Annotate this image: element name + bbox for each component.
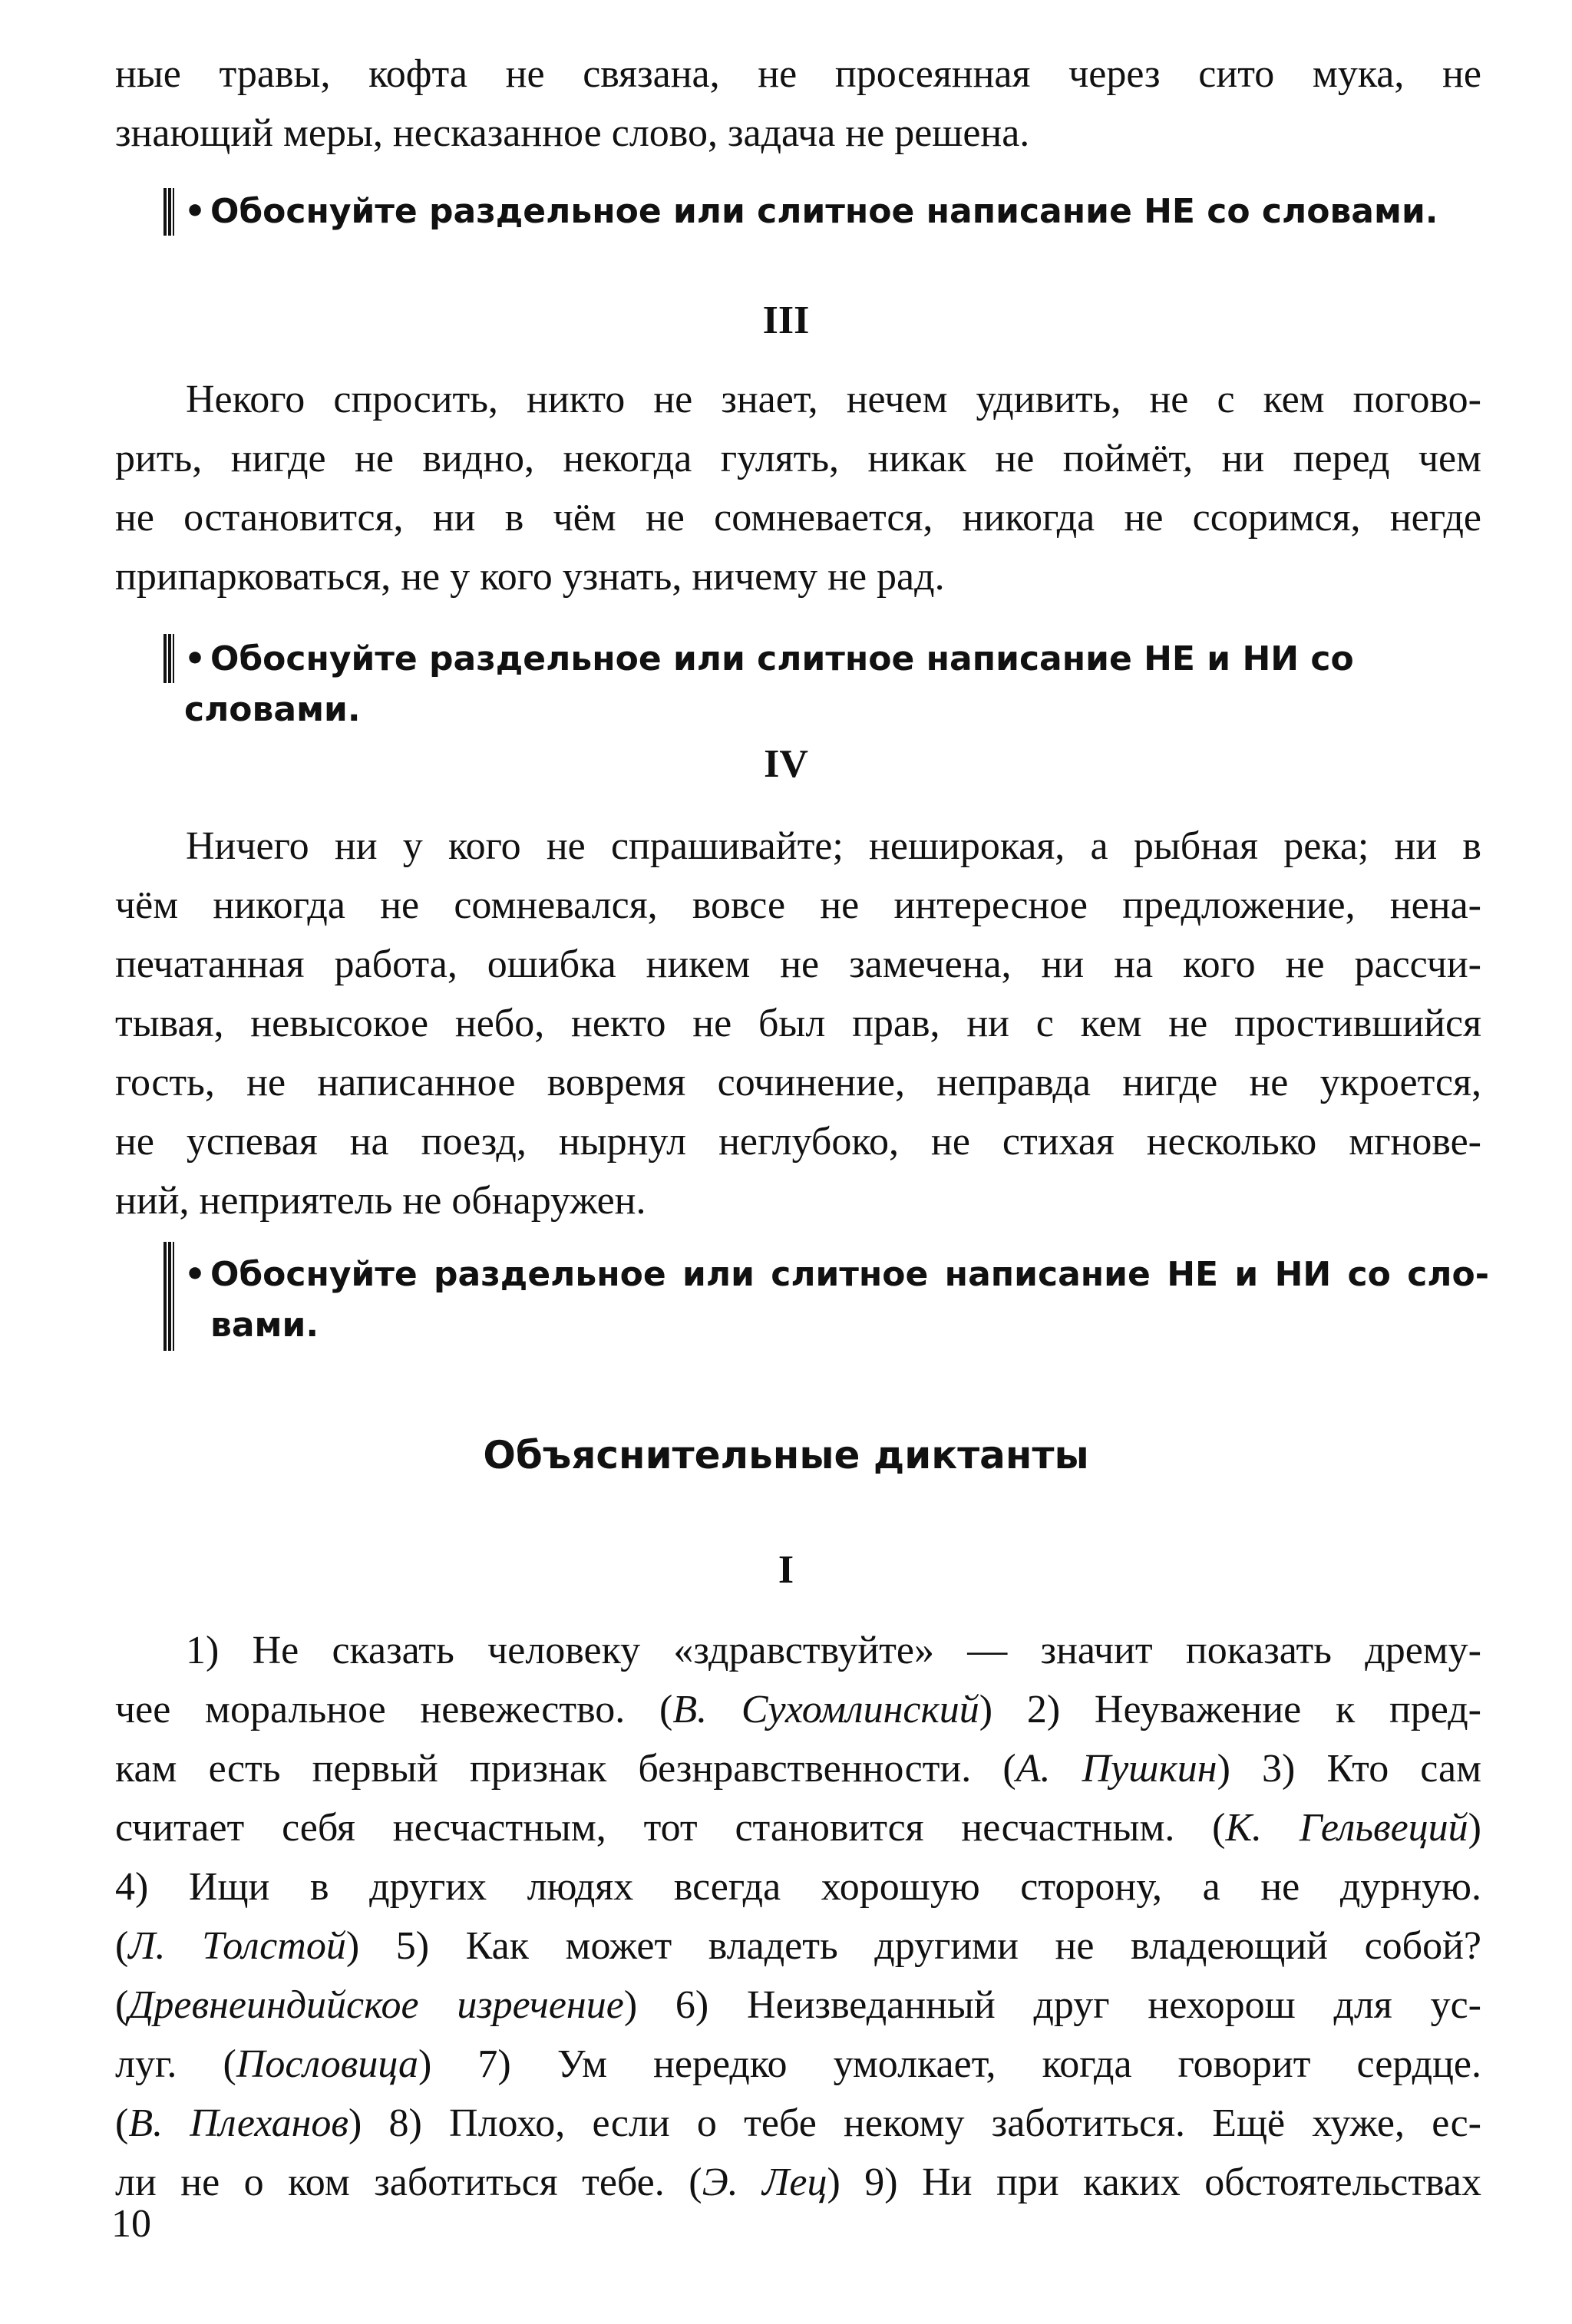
task-text: вами. bbox=[210, 1306, 319, 1345]
author-name: В. Плеханов bbox=[128, 2101, 348, 2145]
text-line: тывая, невысокое небо, некто не был прав, ни с кем не простившийся bbox=[115, 1002, 1481, 1045]
text-line: (Древнеиндийское изречение) 6) Неизведанный друг нехорош для ус- bbox=[115, 1983, 1482, 2027]
text-line: Ничего ни у кого не спрашивайте; неширокая, а рыбная река; ни в bbox=[186, 824, 1481, 868]
text-line: Некого спросить, никто не знает, нечем удивить, не с кем погово- bbox=[186, 378, 1481, 421]
text-line: (Л. Толстой) 5) Как может владеть другими не владеющий собой? bbox=[115, 1924, 1482, 1968]
text-line: припарковаться, не у кого узнать, ничему не рад. bbox=[115, 555, 945, 599]
text-line: (В. Плеханов) 8) Плохо, если о тебе некому заботиться. Ещё хуже, ес- bbox=[115, 2101, 1481, 2145]
bullet-icon: • bbox=[184, 1255, 206, 1294]
section-numeral: I bbox=[778, 1548, 794, 1592]
section-numeral: IV bbox=[764, 742, 808, 786]
task-text: Обоснуйте раздельное или слитное написание НЕ и НИ со сло- bbox=[210, 1255, 1489, 1294]
text-line: чее моральное невежество. (В. Сухомлинский) 2) Неуважение к пред- bbox=[115, 1688, 1481, 1731]
text-line: считает себя несчастным, тот становится несчастным. (К. Гельвеций) bbox=[115, 1806, 1481, 1850]
task-instruction bbox=[184, 1249, 1489, 1351]
text-line: знающий меры, несказанное слово, задача не решена. bbox=[115, 111, 1030, 155]
source-name: Древнеиндийское изречение bbox=[128, 1983, 624, 2027]
task-marker-bar bbox=[163, 634, 174, 683]
section-heading: Объяснительные диктанты bbox=[483, 1433, 1089, 1477]
text-line: печатанная работа, ошибка никем не замечена, ни на кого не рассчи- bbox=[115, 942, 1481, 986]
task-instruction bbox=[184, 187, 1489, 237]
text-line: чём никогда не сомневался, вовсе не интересное предложение, нена- bbox=[115, 883, 1481, 927]
author-name: К. Гельвеций bbox=[1225, 1806, 1468, 1850]
text-line: ные травы, кофта не связана, не просеянная через сито мука, не bbox=[115, 52, 1481, 96]
text-line: 4) Ищи в других людях всегда хорошую сторону, а не дурную. bbox=[115, 1865, 1481, 1909]
dictation-paragraph bbox=[115, 1621, 1481, 2212]
bullet-icon: • bbox=[184, 192, 206, 231]
text-line: рить, нигде не видно, некогда гулять, никак не поймёт, ни перед чем bbox=[115, 437, 1481, 480]
page-number: 10 bbox=[111, 2202, 151, 2246]
section-paragraph bbox=[115, 370, 1481, 606]
section-paragraph bbox=[115, 817, 1481, 1230]
author-name: А. Пушкин bbox=[1016, 1747, 1217, 1791]
source-name: Пословица bbox=[236, 2042, 418, 2086]
section-numeral: III bbox=[762, 299, 810, 342]
text-line: гость, не написанное вовремя сочинение, неправда нигде не укроется, bbox=[115, 1061, 1481, 1104]
text-line: ний, неприятель не обнаружен. bbox=[115, 1179, 646, 1223]
task-instruction bbox=[184, 634, 1489, 735]
author-name: В. Сухомлинский bbox=[672, 1688, 979, 1731]
task-marker-bar bbox=[163, 188, 174, 236]
continuation-paragraph bbox=[115, 45, 1481, 163]
task-marker-bar bbox=[163, 1242, 174, 1351]
text-line: 1) Не сказать человеку «здравствуйте» — значит показать дрему- bbox=[186, 1629, 1481, 1672]
text-line: не остановится, ни в чём не сомневается, никогда не ссоримся, негде bbox=[115, 496, 1481, 540]
text-line: ли не о ком заботиться тебе. (Э. Лец) 9) Ни при каких обстоятельствах bbox=[115, 2161, 1481, 2204]
task-line bbox=[184, 1249, 1489, 1300]
bullet-icon: • bbox=[184, 639, 206, 678]
author-name: Л. Толстой bbox=[128, 1924, 346, 1968]
task-text: Обоснуйте раздельное или слитное написание НЕ со словами. bbox=[210, 192, 1438, 231]
text-line: кам есть первый признак безнравственности. (А. Пушкин) 3) Кто сам bbox=[115, 1747, 1482, 1791]
text-line: не успевая на поезд, нырнул неглубоко, не стихая несколько мгнове- bbox=[115, 1120, 1481, 1164]
author-name: Э. Лец bbox=[702, 2161, 827, 2204]
text-line: луг. (Пословица) 7) Ум нередко умолкает, когда говорит сердце. bbox=[115, 2042, 1481, 2086]
task-text: Обоснуйте раздельное или слитное написание НЕ и НИ со словами. bbox=[184, 639, 1354, 729]
